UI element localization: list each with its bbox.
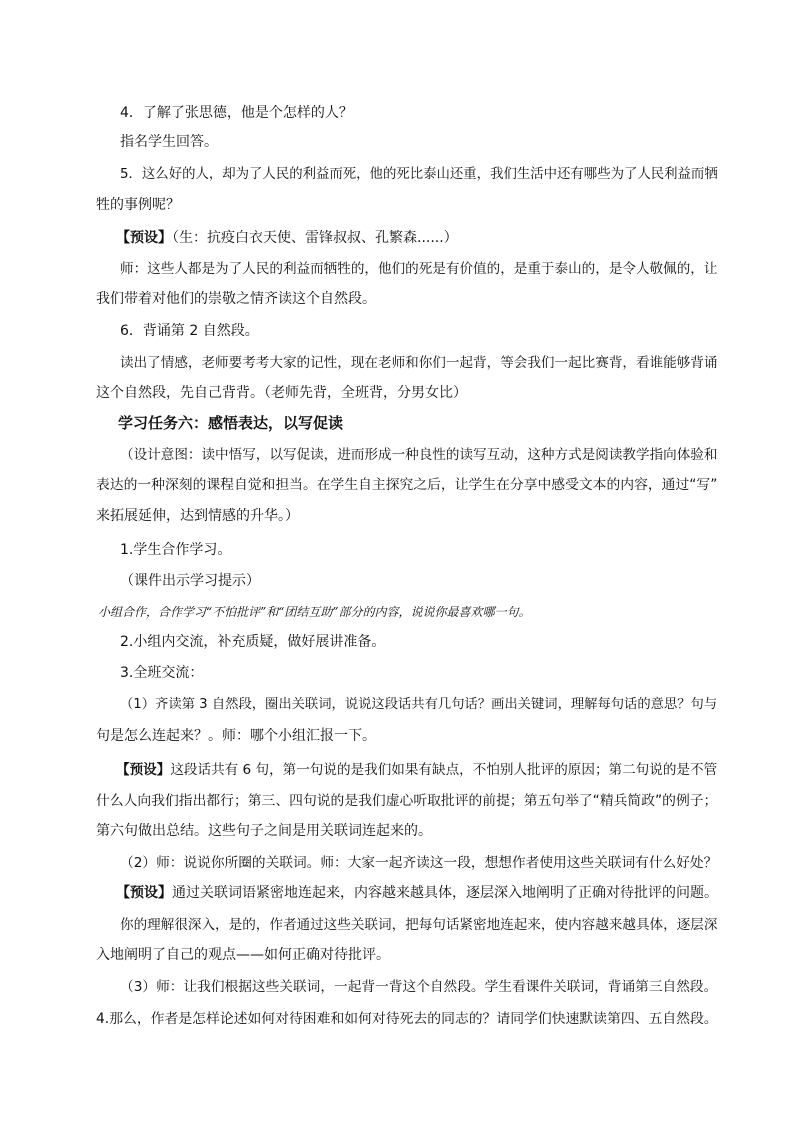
text-line: 4．了解了张思德，他是个怎样的人？	[120, 105, 353, 121]
preset-label: 【预设】	[116, 885, 172, 901]
preset-line	[116, 229, 458, 247]
preset-line	[116, 884, 718, 902]
text-line: （3）师：让我们根据这些关联词，一起背一背这个自然段。学生看课件关联词，背诵第三自然段。	[120, 979, 718, 995]
section-heading: 学习任务六：感悟表达，以写促读	[118, 414, 344, 432]
text-line: 指名学生回答。	[120, 134, 218, 150]
preset-label: 【预设】	[116, 230, 172, 246]
text-line: 表达的一种深刻的课程自觉和担当。在学生自主探究之后，让学生在分享中感受文本的内容，通过“写”	[96, 477, 718, 493]
text-line: 2.小组内交流，补充质疑，做好展讲准备。	[120, 634, 386, 650]
text-line: 6．背诵第 2 自然段。	[120, 323, 259, 339]
text-line: 入地阐明了自己的观点——如何正确对待批评。	[96, 947, 390, 963]
preset-label: 【预设】	[116, 762, 171, 778]
preset-text: 这段话共有 6 句，第一句说的是我们如果有缺点，不怕别人批评的原因；第二句说的是不管	[170, 762, 718, 778]
text-line: （2）师：说说你所圈的关联词。师：大家一起齐读这一段，想想作者使用这些关联词有什么好处？	[120, 855, 718, 871]
preset-text: （生：抗疫白衣天使、雷锋叔叔、孔繁森......）	[172, 230, 458, 246]
preset-line	[116, 761, 717, 779]
text-line: （设计意图：读中悟写，以写促读，进而形成一种良性的读写互动，这种方式是阅读教学指向体验和	[120, 447, 718, 463]
text-line: （1）齐读第 3 自然段，圈出关联词，说说这段话共有几句话？画出关键词，理解每句话的意思？句与	[120, 697, 718, 712]
text-line: 4.那么，作者是怎样论述如何对待困难和如何对待死去的同志的？请同学们快速默读第四、五自然段。	[96, 1011, 718, 1027]
text-line: 第六句做出总结。这些句子之间是用关联词连起来的。	[96, 823, 432, 839]
text-line: 1.学生合作学习。	[120, 542, 232, 558]
text-line: 读出了情感，老师要考考大家的记性，现在老师和你们一起背，等会我们一起比赛背，看谁能够背诵	[120, 355, 718, 371]
text-line: （课件出示学习提示）	[120, 573, 260, 589]
text-line: 这个自然段，先自己背背。（老师先背，全班背，分男女比）	[96, 385, 467, 401]
text-line: 牲的事例呢？	[96, 197, 180, 213]
preset-text: 通过关联词语紧密地连起来，内容越来越具体，逐层深入地阐明了正确对待批评的问题。	[172, 885, 718, 901]
text-line: 5．这么好的人，却为了人民的利益而死，他的死比泰山还重，我们生活中还有哪些为了人民利益而牺	[120, 167, 718, 182]
text-line: 句是怎么连起来？。师：哪个小组汇报一下。	[96, 728, 376, 744]
text-line: 师：这些人都是为了人民的利益而牺牲的，他们的死是有价值的，是重于泰山的，是令人敬佩的，让	[120, 261, 718, 277]
text-line: 3.全班交流：	[120, 665, 204, 681]
text-line: 我们带着对他们的崇敬之情齐读这个自然段。	[96, 291, 376, 307]
text-line: 来拓展延伸，达到情感的升华。）	[96, 508, 299, 524]
handwritten-prompt: 小组合作，合作学习“不怕批评”和“团结互助”部分的内容，说说你最喜欢哪一句。	[98, 605, 531, 619]
text-line: 你的理解很深入，是的，作者通过这些关联词，把每句话紧密地连起来，使内容越来越具体，逐层深	[120, 917, 718, 933]
text-line: 什么人向我们指出都行；第三、四句说的是我们虚心听取批评的前提；第五句举了“精兵简政”的例子；	[96, 793, 718, 809]
